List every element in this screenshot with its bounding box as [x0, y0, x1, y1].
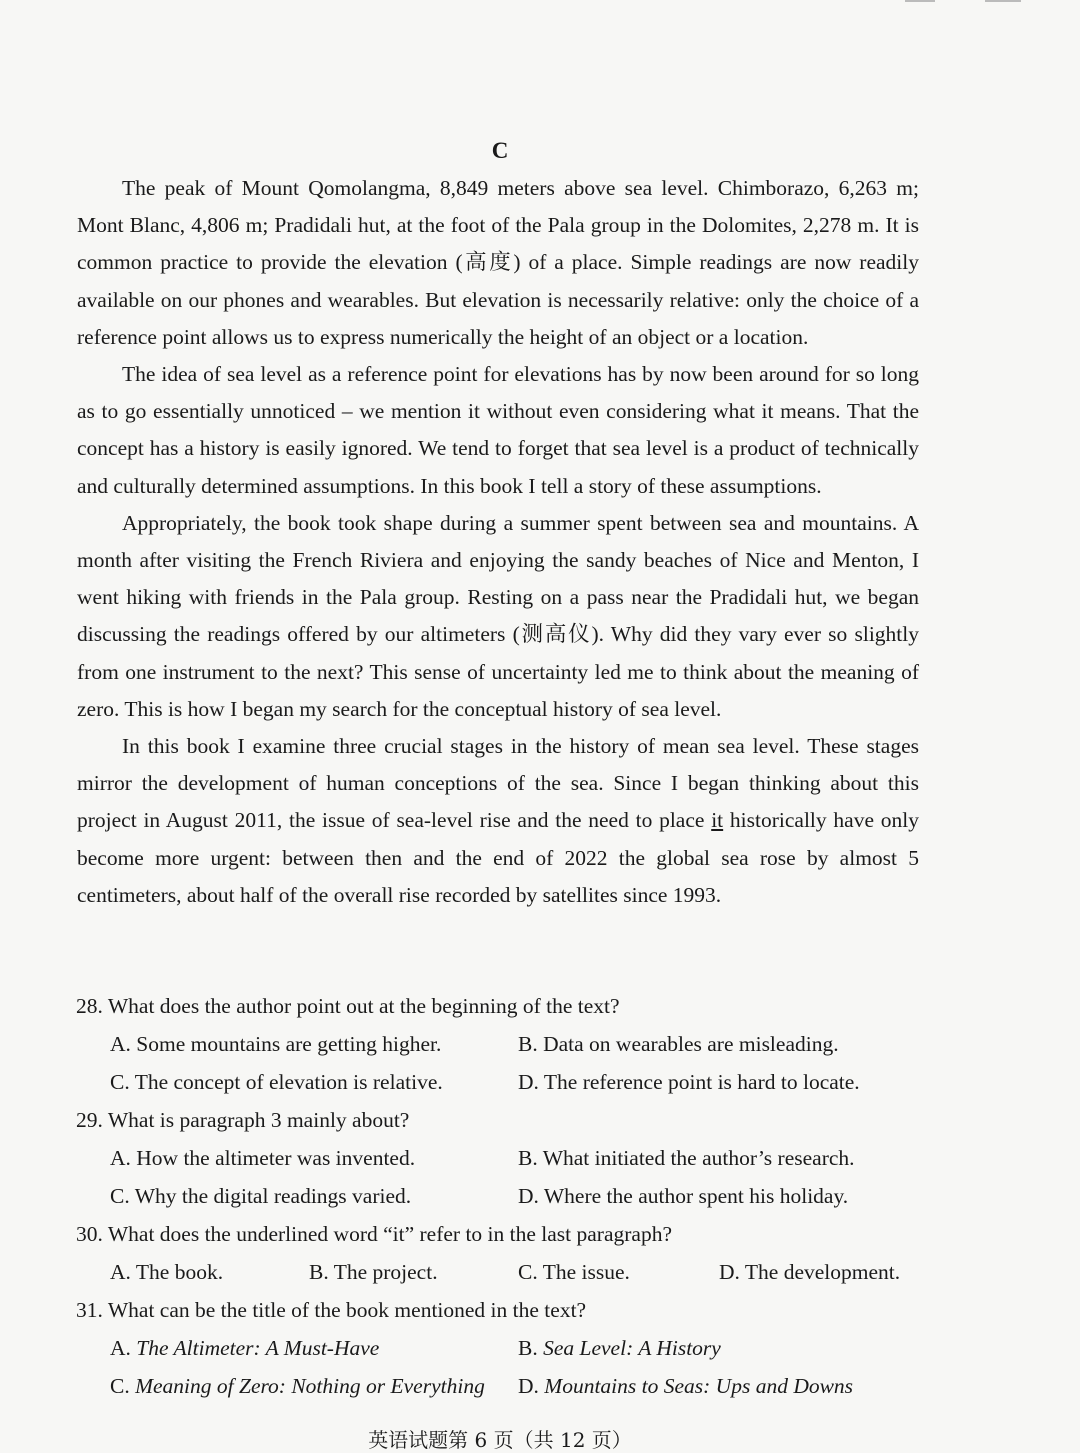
question-28-options-row-1: [76, 1025, 926, 1063]
scan-mark: [905, 0, 935, 2]
question-30-option-a: A. The book.: [110, 1260, 224, 1284]
question-29-options-row-2: [76, 1177, 926, 1215]
book-title-option-c: Meaning of Zero: Nothing or Everything: [135, 1374, 485, 1398]
question-29-stem: 29. What is paragraph 3 mainly about?: [76, 1108, 410, 1132]
page-footer: 英语试题第 6 页（共 12 页）: [368, 1428, 632, 1452]
question-30-option-b: B. The project.: [309, 1260, 438, 1284]
reading-passage: [77, 170, 919, 914]
question-31-option-b: [518, 1329, 721, 1367]
question-30-options-row: [76, 1253, 926, 1291]
question-28-option-a: A. Some mountains are getting higher.: [110, 1032, 442, 1056]
book-title-option-b: Sea Level: A History: [543, 1336, 721, 1360]
question-28-option-d: D. The reference point is hard to locate.: [518, 1070, 860, 1094]
scan-mark: [985, 0, 1021, 2]
option-letter: D.: [518, 1374, 545, 1398]
question-30-stem: 30. What does the underlined word “it” refer to in the last paragraph?: [76, 1222, 673, 1246]
book-title-option-d: Mountains to Seas: Ups and Downs: [544, 1374, 854, 1398]
book-title-option-a: The Altimeter: A Must-Have: [136, 1336, 380, 1360]
question-30-option-d: D. The development.: [719, 1260, 901, 1284]
option-letter: A.: [110, 1336, 137, 1360]
option-letter: B.: [518, 1336, 544, 1360]
passage-paragraph-2: The idea of sea level as a reference point for elevations has by now been around for so long as to go essentially unnoticed – we mention it without even considering what it means. That the concept has a history is easily ignored. We tend to forget that sea level is a product of technically and culturally determined assumptions. In this book I tell a story of these assumptions.: [77, 362, 919, 498]
question-28-options-row-2: [76, 1063, 926, 1101]
paragraph-4-text-end: historically have only become more urgent: between then and the end of 2022 the global sea rose by almost 5 centimeters, about half of the overall rise recorded by satellites since 1993.: [77, 808, 919, 907]
underlined-word: it: [711, 808, 724, 833]
passage-paragraph-4: [77, 728, 919, 914]
question-30-option-c: C. The issue.: [518, 1260, 630, 1284]
question-31-options-row-2: [76, 1367, 926, 1405]
question-29-option-c: C. Why the digital readings varied.: [110, 1184, 412, 1208]
question-29-option-d: D. Where the author spent his holiday.: [518, 1184, 849, 1208]
passage-paragraph-3: Appropriately, the book took shape during a summer spent between sea and mountains. A month after visiting the French Riviera and enjoying the sandy beaches of Nice and Menton, I went hiking with friends in the Pala group. Resting on a pass near the Pradidali hut, we began discussing the readings offered by our altimeters (测高仪). Why did they vary ever so slightly from one instrument to the next? This sense of uncertainty led me to think about the meaning of zero. This is how I began my search for the conceptual history of sea level.: [77, 510, 919, 721]
question-31-option-a: [110, 1329, 379, 1367]
question-29-option-b: B. What initiated the author’s research.: [518, 1146, 855, 1170]
question-29-option-a: A. How the altimeter was invented.: [110, 1146, 416, 1170]
passage-paragraph-1: The peak of Mount Qomolangma, 8,849 meters above sea level. Chimborazo, 6,263 m; Mont Blanc, 4,806 m; Pradidali hut, at the foot of the Pala group in the Dolomites, 2,278 m. It is common practice to provide the elevation (高度) of a place. Simple readings are now readily available on our phones and wearables. But elevation is necessarily relative: only the choice of a reference point allows us to express numerically the height of an object or a location.: [77, 176, 919, 349]
question-31-options-row-1: [76, 1329, 926, 1367]
question-28-stem: 28. What does the author point out at the beginning of the text?: [76, 994, 620, 1018]
question-31-option-d: [518, 1367, 853, 1405]
question-29-options-row-1: [76, 1139, 926, 1177]
question-31-option-c: [110, 1367, 485, 1405]
section-letter: C: [491, 138, 509, 163]
question-28-option-b: B. Data on wearables are misleading.: [518, 1032, 839, 1056]
question-28-option-c: C. The concept of elevation is relative.: [110, 1070, 443, 1094]
paragraph-4-text-start: In this book I examine three crucial stages in the history of mean sea level. These stages mirror the development of human conceptions of the sea. Since I began thinking about this project in August 2011, the issue of sea-level rise and the need to place: [77, 734, 919, 833]
option-letter: C.: [110, 1374, 136, 1398]
question-list: [76, 987, 926, 1405]
question-31-stem: 31. What can be the title of the book mentioned in the text?: [76, 1298, 587, 1322]
